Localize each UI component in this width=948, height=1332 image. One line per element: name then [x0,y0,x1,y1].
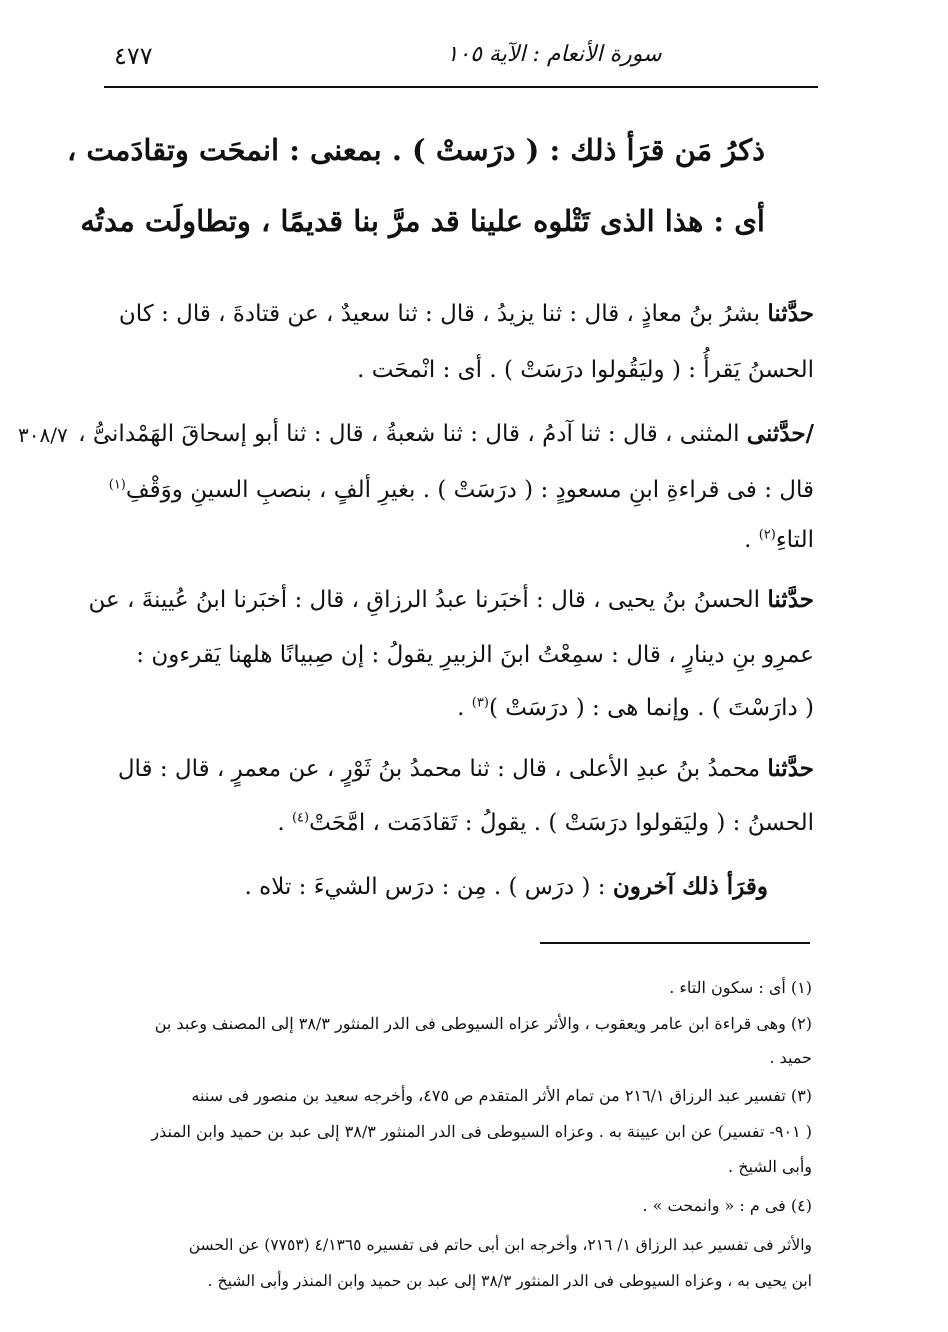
footnote-marker[interactable]: (٤) [291,810,310,826]
paragraph-4-line-2 [100,810,814,836]
footnote-4: (٤) فى م : « وانمحت » . [642,1196,812,1215]
paragraph-5-line-1 [200,873,768,900]
page-number: ٤٧٧ [114,42,153,70]
isnad-lead: حدَّثنا [767,300,814,327]
line-text: محمدُ بنُ عبدِ الأعلى ، قال : ثنا محمدُ بنُ ثَوْرٍ ، عن معمرٍ ، قال : قال [117,756,768,782]
line-tail: . [744,527,759,553]
page-header [104,30,818,88]
isnad-lead: حدَّثنا [767,755,814,782]
paragraph-2-line-3 [100,527,814,553]
footnote-2: (٢) وهى قراءة ابن عامر ويعقوب ، والأثر عزاه السيوطى فى الدر المنثور ٣٨/٣ إلى المصنف وعبد بن [154,1014,812,1033]
running-title: سورة الأنعام : الآية ١٠٥ [446,42,662,67]
line-text: بشرُ بنُ معاذٍ ، قال : ثنا يزيدُ ، قال : ثنا سعيدٌ ، عن قتادةَ ، قال : كان [118,301,768,327]
footnote-marker[interactable]: (٣) [471,695,489,711]
footnote-2-cont: حميد . [769,1048,812,1067]
isnad-lead: حدَّثنا [767,586,814,613]
section-heading-line-1: ذكرُ مَن قرَأ ذلك : ( درَستْ ) . بمعنى : انمحَت وتقادَمت ، [66,133,765,167]
footnote-3-cont: ( ٩٠١- تفسير) عن ابن عيينة به . وعزاه السيوطى فى الدر المنثور ٣٨/٣ إلى عبد بن حميد وابن المنذر [151,1122,812,1141]
footnote-3-cont-2: وأبى الشيخ . [728,1157,812,1176]
line-tail: . [277,810,292,836]
extra-note-line-1: والأثر فى تفسير عبد الرزاق ١/ ٢١٦، وأخرجه ابن أبى حاتم فى تفسيره ٤/١٣٦٥ (٧٧٥٣) عن الحسن [188,1236,812,1254]
section-heading-line-2: أى : هذا الذى تَتْلوه علينا قد مرَّ بنا قديمًا ، وتطاولَت مدتُه [80,204,765,238]
footnote-1: (١) أى : سكون التاء . [669,978,812,997]
footnote-3: (٣) تفسير عبد الرزاق ٢١٦/١ من تمام الأثر المتقدم ص ٤٧٥، وأخرجه سعيد بن منصور فى سننه [191,1086,812,1105]
margin-reference: ٣٠٨/٧ [18,423,68,447]
paragraph-1-line-2 [100,357,814,383]
line-text: المثنى ، قال : ثنا آدمُ ، قال : ثنا شعبةُ ، قال : ثنا أبو إسحاقَ الهَمْدانىُّ ، [78,421,747,447]
footnote-marker[interactable]: (٢) [758,527,776,543]
extra-note-line-2: ابن يحيى به ، وعزاه السيوطى فى الدر المنثور ٣٨/٣ إلى عبد بن حميد وابن المنذر وأبى الشيخ . [207,1272,812,1290]
line-text: ( دارَسْتَ ) . وإنما هى : ( درَسَتْ ) [488,695,814,721]
paragraph-2-line-2 [100,477,814,503]
paragraph-1-line-1 [100,300,814,327]
paragraph-3-line-3 [100,695,814,721]
section-lead: وقرَأ ذلك آخرون [612,873,768,900]
line-tail: . [457,695,472,721]
footnote-separator [540,942,810,944]
paragraph-2-line-1 [78,420,814,447]
paragraph-3-line-2 [100,642,814,668]
line-text: الحسنُ : ( وليَقولوا درَسَتْ ) . يقولُ : تَقادَمَت ، امَّحَتْ [309,810,814,836]
paragraph-4-line-1 [100,755,814,782]
line-text: التاءِ [775,527,814,553]
isnad-lead: /حدَّثنى [746,420,814,447]
line-text: الحسنُ يَقرأُ : ( وليَقُولوا درَسَتْ ) . أى : انْمحَت . [357,357,814,383]
line-text: : ( درَس ) . مِن : درَس الشيءَ : تلاه . [244,874,613,900]
line-text: قال : فى قراءةِ ابنِ مسعودٍ : ( درَسَتْ ) . بغيرِ ألفٍ ، بنصبِ السينِ ووَقْفِ [125,477,814,503]
footnote-marker[interactable]: (١) [108,477,126,493]
paragraph-3-line-1 [88,586,814,613]
line-text: الحسنُ بنُ يحيى ، قال : أخبَرنا عبدُ الرزاقِ ، قال : أخبَرنا ابنُ عُيينةَ ، عن [88,587,768,613]
line-text: عمرِو بنِ دينارٍ ، قال : سمِعْتُ ابنَ الزبيرِ يقولُ : إن صِبيانًا هلهنا يَقرءون : [136,642,814,668]
